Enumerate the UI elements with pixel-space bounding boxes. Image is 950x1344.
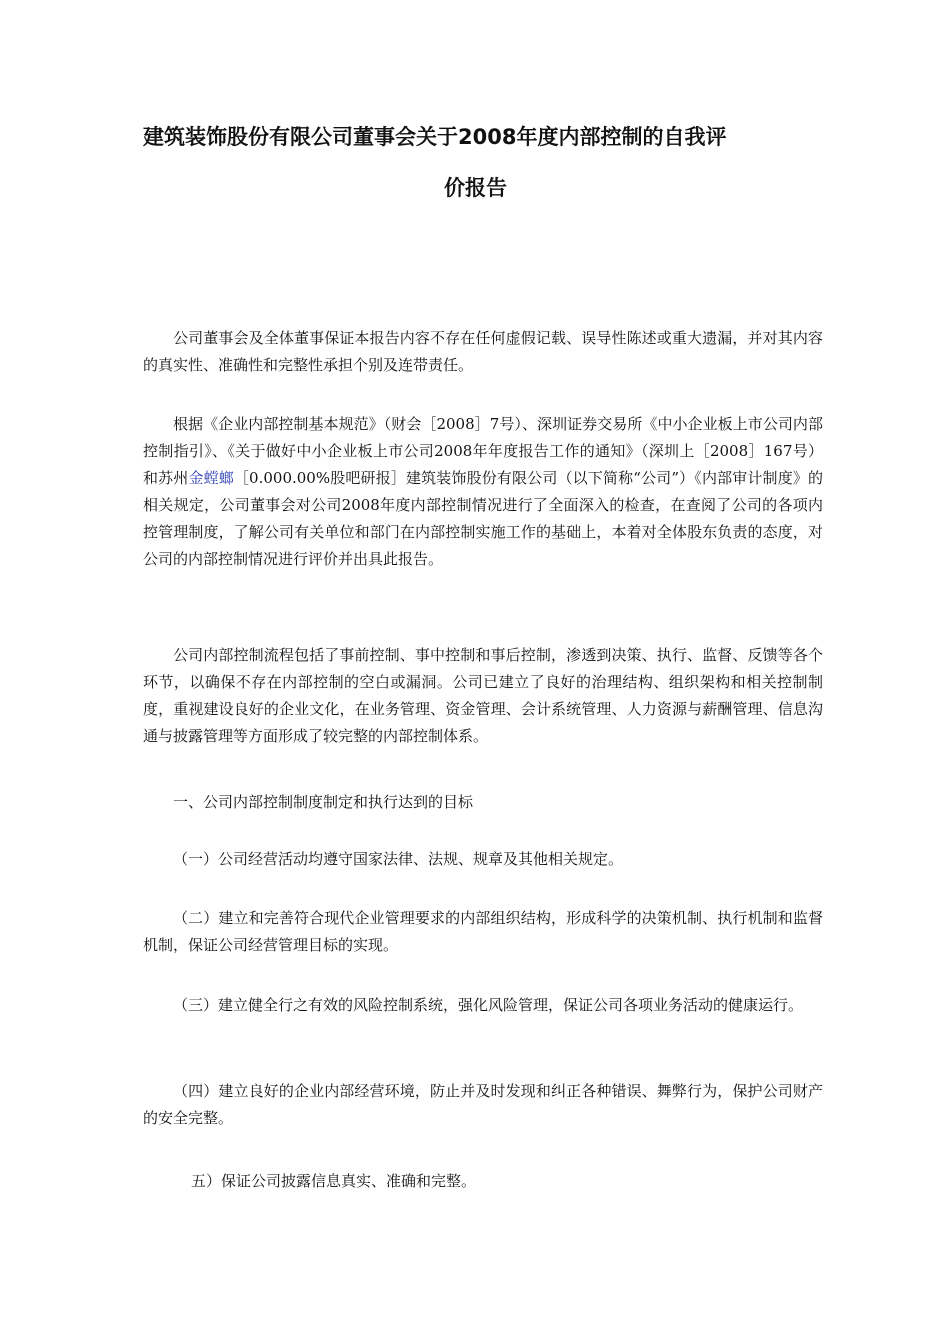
section-1-heading: 一、公司内部控制制度制定和执行达到的目标 [173, 793, 474, 811]
objective-item-5: 五）保证公司披露信息真实、准确和完整。 [191, 1172, 477, 1190]
objective-item-1: （一）公司经营活动均遵守国家法律、法规、规章及其他相关规定。 [173, 850, 624, 868]
document-title-line-2: 价报告 [444, 176, 507, 200]
basis-text-after-link: ［0.000.00%股吧研报］建筑装饰股份有限公司（以下简称“公司”）《内部审计制度》的相关规定，公司董事会对公司2008年度内部控制情况进行了全面深入的检查，在查阅了公司的各项内控管理制度，了解公司有关单位和部门在内部控制实施工作的基础上，本着对全体股东负责的态度，对公司的内部控制情况进行评价并出具此报告。 [143, 469, 823, 568]
objective-item-2: （二）建立和完善符合现代企业管理要求的内部组织结构，形成科学的决策机制、执行机制和监督机制，保证公司经营管理目标的实现。 [143, 909, 823, 954]
basis-text-before-link: 根据《企业内部控制基本规范》（财会［2008］7号）、深圳证券交易所《中小企业板上市公司内部控制指引》、《关于做好中小企业板上市公司2008年年度报告工作的通知》（深圳上［2008］167号）和苏州 [143, 415, 823, 487]
company-stock-link[interactable]: 金螳螂 [188, 469, 234, 487]
document-title-line-1: 建筑装饰股份有限公司董事会关于2008年度内部控制的自我评 [143, 125, 727, 149]
basis-paragraph [143, 411, 823, 573]
control-process-paragraph: 公司内部控制流程包括了事前控制、事中控制和事后控制，渗透到决策、执行、监督、反馈等各个环节，以确保不存在内部控制的空白或漏洞。公司已建立了良好的治理结构、组织架构和相关控制制度，重视建设良好的企业文化，在业务管理、资金管理、会计系统管理、人力资源与薪酬管理、信息沟通与披露管理等方面形成了较完整的内部控制体系。 [143, 646, 823, 745]
objective-item-3: （三）建立健全行之有效的风险控制系统，强化风险管理，保证公司各项业务活动的健康运行。 [173, 996, 804, 1014]
objective-item-4: （四）建立良好的企业内部经营环境，防止并及时发现和纠正各种错误、舞弊行为，保护公司财产的安全完整。 [143, 1082, 823, 1127]
disclaimer-paragraph: 公司董事会及全体董事保证本报告内容不存在任何虚假记载、误导性陈述或重大遗漏，并对其内容的真实性、准确性和完整性承担个别及连带责任。 [143, 329, 823, 374]
